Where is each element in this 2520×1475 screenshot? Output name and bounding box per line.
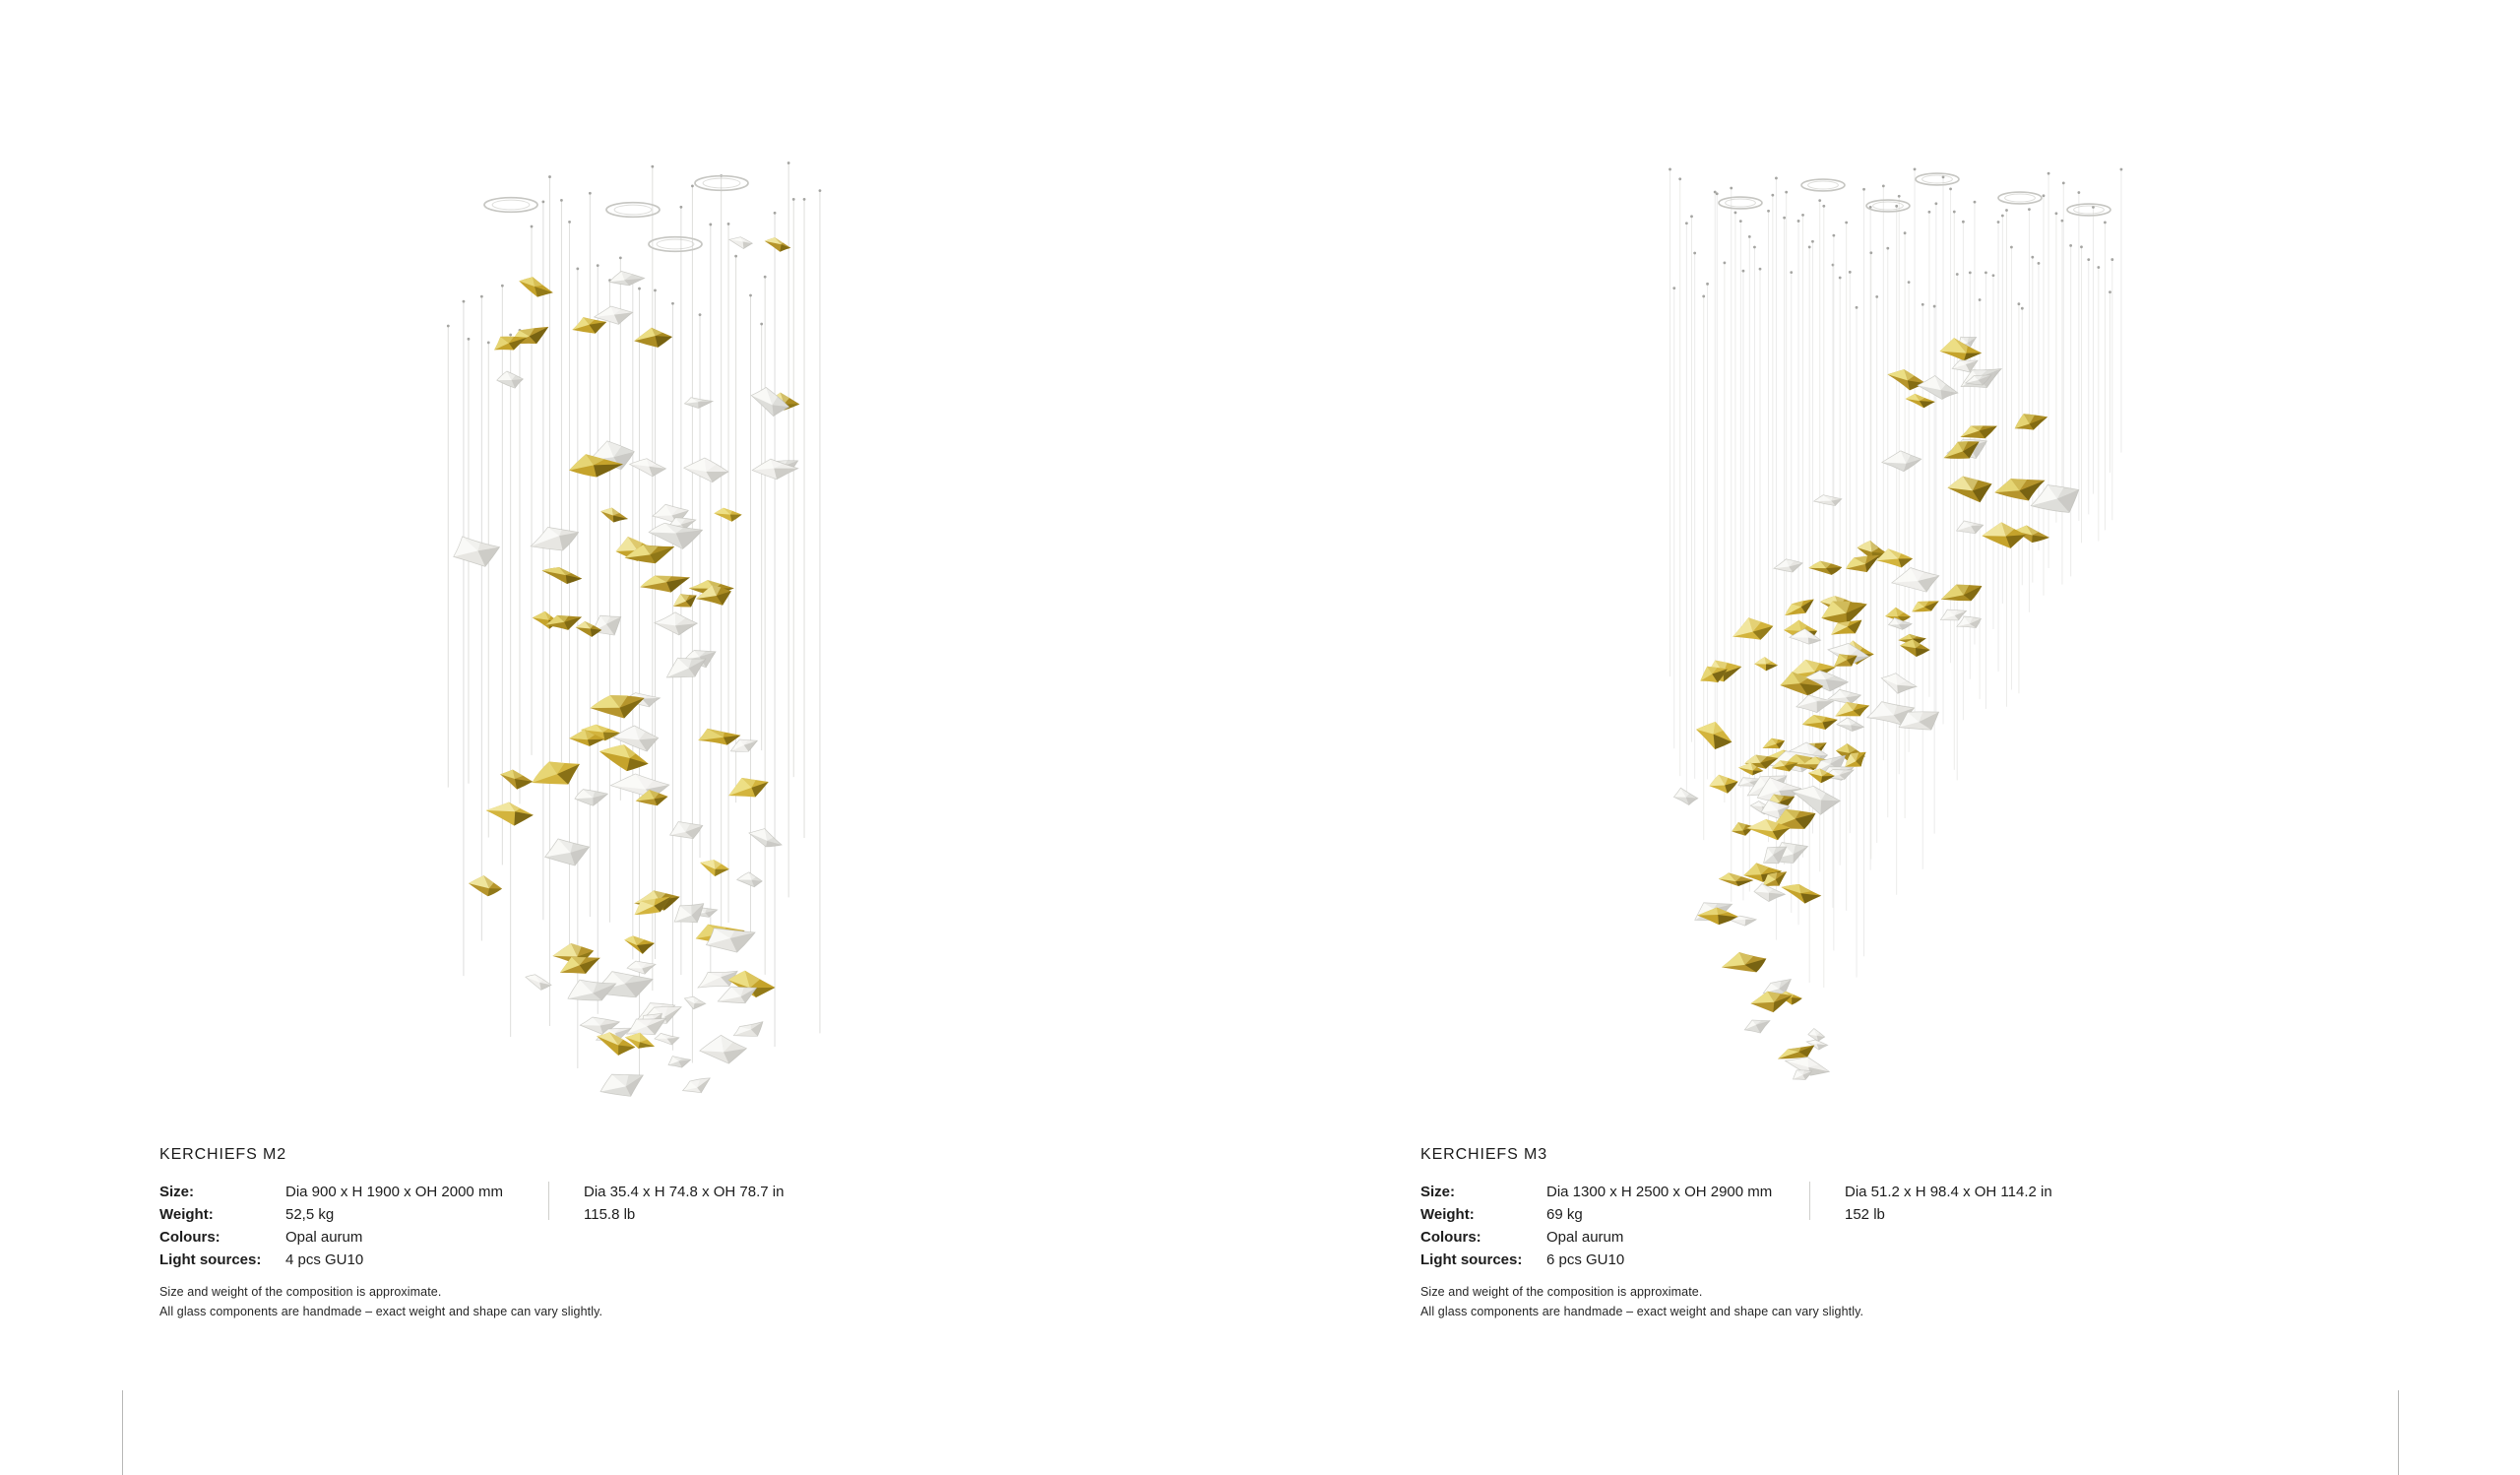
product-title: KERCHIEFS M2 bbox=[159, 1146, 287, 1163]
wire-anchor-dot bbox=[1678, 177, 1681, 180]
opal-glass-kerchief bbox=[1813, 493, 1843, 508]
wire-anchor-dot bbox=[531, 225, 534, 228]
opal-glass-kerchief bbox=[575, 789, 608, 805]
wire-anchor-dot bbox=[1904, 231, 1907, 234]
opal-glass-kerchief bbox=[1836, 716, 1865, 735]
wire-anchor-dot bbox=[2010, 246, 2013, 249]
wire-anchor-dot bbox=[1949, 187, 1952, 190]
next-page-left-edge bbox=[122, 1390, 123, 1475]
spec-value-weight-imperial: 152 lb bbox=[1845, 1206, 1885, 1223]
wire-anchor-dot bbox=[2080, 245, 2083, 248]
gold-glass-kerchief bbox=[1720, 947, 1769, 980]
opal-glass-kerchief bbox=[698, 1032, 747, 1066]
wire-anchor-dot bbox=[2021, 307, 2024, 310]
gu10-light-ring-inner bbox=[614, 205, 652, 215]
gold-glass-kerchief bbox=[467, 873, 503, 898]
spec-value-light-sources: 6 pcs GU10 bbox=[1546, 1251, 1625, 1268]
wire-anchor-dot bbox=[1785, 191, 1788, 194]
gold-glass-kerchief bbox=[1947, 476, 1992, 503]
gold-glass-kerchief bbox=[598, 504, 630, 527]
wire-anchor-dot bbox=[2005, 209, 2008, 212]
wire-anchor-dot bbox=[764, 276, 767, 279]
wire-anchor-dot bbox=[2028, 208, 2031, 211]
gold-glass-kerchief bbox=[697, 726, 741, 748]
wire-anchor-dot bbox=[480, 295, 483, 298]
wire-anchor-dot bbox=[1783, 217, 1786, 220]
wire-anchor-dot bbox=[1753, 246, 1756, 249]
gold-glass-kerchief bbox=[726, 774, 771, 802]
opal-glass-kerchief bbox=[653, 609, 698, 638]
wire-anchor-dot bbox=[2038, 262, 2041, 265]
wire-anchor-dot bbox=[2120, 168, 2123, 171]
opal-glass-kerchief bbox=[1753, 883, 1786, 903]
wire-anchor-dot bbox=[1771, 194, 1774, 197]
spec-row-light-sources bbox=[1420, 1251, 1624, 1268]
opal-glass-kerchief bbox=[1878, 670, 1919, 699]
gold-glass-kerchief bbox=[671, 591, 699, 609]
opal-glass-kerchief bbox=[1891, 566, 1940, 594]
wire-anchor-dot bbox=[1969, 271, 1972, 274]
wire-anchor-dot bbox=[2001, 215, 2004, 218]
wire-anchor-dot bbox=[727, 223, 730, 225]
gold-glass-kerchief bbox=[1808, 560, 1842, 575]
wire-anchor-dot bbox=[1706, 283, 1709, 286]
wire-anchor-dot bbox=[1908, 281, 1911, 284]
spec-row-size bbox=[1420, 1184, 1772, 1200]
wire-anchor-dot bbox=[1928, 211, 1931, 214]
wire-anchor-dot bbox=[1869, 251, 1872, 254]
wire-anchor-dot bbox=[638, 288, 641, 290]
opal-glass-kerchief bbox=[627, 961, 656, 975]
wire-anchor-dot bbox=[1730, 187, 1732, 190]
wire-anchor-dot bbox=[709, 224, 712, 226]
wire-anchor-dot bbox=[2043, 194, 2046, 197]
spec-label-weight: Weight: bbox=[1420, 1206, 1475, 1223]
wire-anchor-dot bbox=[487, 341, 490, 344]
wire-anchor-dot bbox=[1962, 221, 1965, 224]
opal-glass-kerchief bbox=[589, 610, 625, 641]
wire-anchor-dot bbox=[541, 200, 544, 203]
product-title: KERCHIEFS M3 bbox=[1420, 1146, 1548, 1163]
gu10-light-ring-inner bbox=[1922, 175, 1953, 183]
spec-row-colours bbox=[1420, 1229, 1623, 1246]
gu10-light-ring-inner bbox=[657, 239, 694, 249]
wire-anchor-dot bbox=[463, 300, 466, 303]
spec-label-light-sources: Light sources: bbox=[159, 1251, 262, 1268]
spec-row-size bbox=[159, 1184, 503, 1200]
opal-glass-kerchief bbox=[453, 535, 501, 568]
wire-anchor-dot bbox=[2018, 302, 2021, 305]
wire-anchor-dot bbox=[654, 289, 657, 291]
spec-value-size-imperial: Dia 51.2 x H 98.4 x OH 114.2 in bbox=[1845, 1184, 2052, 1200]
wire-anchor-dot bbox=[1734, 211, 1737, 214]
wire-anchor-dot bbox=[788, 161, 790, 164]
wire-anchor-dot bbox=[1790, 271, 1793, 274]
wire-anchor-dot bbox=[2055, 212, 2058, 215]
opal-glass-kerchief bbox=[682, 994, 707, 1012]
wire-anchor-dot bbox=[619, 256, 622, 259]
gold-glass-kerchief bbox=[622, 934, 655, 956]
wire-anchor-dot bbox=[774, 212, 777, 215]
wire-anchor-dot bbox=[1933, 305, 1936, 308]
opal-glass-kerchief bbox=[529, 523, 581, 554]
spec-row-light-sources bbox=[159, 1251, 363, 1268]
unit-column-divider bbox=[548, 1182, 549, 1220]
gold-glass-kerchief bbox=[1692, 716, 1736, 753]
wire-anchor-dot bbox=[1818, 199, 1821, 202]
spec-label-weight: Weight: bbox=[159, 1206, 214, 1223]
wire-anchor-dot bbox=[819, 189, 822, 192]
wire-anchor-dot bbox=[671, 302, 674, 305]
wire-anchor-dot bbox=[2110, 258, 2113, 261]
wire-anchor-dot bbox=[509, 334, 512, 337]
opal-glass-kerchief bbox=[1743, 1016, 1773, 1036]
opal-glass-kerchief bbox=[684, 398, 713, 409]
gu10-light-ring-inner bbox=[2074, 206, 2105, 214]
kerchiefs-m3-rendering bbox=[1669, 167, 2122, 1082]
wire-anchor-dot bbox=[792, 198, 795, 201]
opal-glass-kerchief bbox=[523, 972, 552, 993]
wire-anchor-dot bbox=[679, 206, 682, 209]
spec-value-weight-metric: 52,5 kg bbox=[285, 1206, 335, 1223]
opal-glass-kerchief bbox=[1796, 694, 1834, 714]
footnote-handmade: All glass components are handmade – exact weight and shape can vary slightly. bbox=[159, 1305, 603, 1318]
wire-anchor-dot bbox=[1811, 240, 1814, 243]
spec-value-size-metric: Dia 1300 x H 2500 x OH 2900 mm bbox=[1546, 1184, 1773, 1200]
wire-anchor-dot bbox=[2087, 258, 2090, 261]
wire-anchor-dot bbox=[1832, 234, 1835, 237]
wire-anchor-dot bbox=[2109, 290, 2111, 293]
gold-glass-kerchief bbox=[1732, 615, 1774, 641]
spec-value-colours: Opal aurum bbox=[1546, 1229, 1624, 1246]
opal-glass-kerchief bbox=[543, 836, 591, 867]
wire-anchor-dot bbox=[1992, 274, 1995, 277]
wire-anchor-dot bbox=[1739, 220, 1742, 223]
footnote-approximate: Size and weight of the composition is approximate. bbox=[1420, 1285, 1703, 1299]
wire-anchor-dot bbox=[1775, 177, 1778, 180]
spec-label-colours: Colours: bbox=[159, 1229, 220, 1246]
spec-value-size-metric: Dia 900 x H 1900 x OH 2000 mm bbox=[285, 1184, 503, 1200]
wire-anchor-dot bbox=[1984, 271, 1987, 274]
wire-anchor-dot bbox=[1898, 195, 1901, 198]
spec-label-size: Size: bbox=[1420, 1184, 1456, 1200]
spec-label-colours: Colours: bbox=[1420, 1229, 1481, 1246]
wire-anchor-dot bbox=[749, 294, 752, 297]
wire-anchor-dot bbox=[2031, 256, 2034, 259]
wire-anchor-dot bbox=[1979, 298, 1982, 301]
gold-glass-kerchief bbox=[1885, 365, 1928, 394]
spec-value-colours: Opal aurum bbox=[285, 1229, 363, 1246]
gold-glass-kerchief bbox=[530, 758, 582, 789]
wire-anchor-dot bbox=[1934, 202, 1937, 205]
wire-anchor-dot bbox=[560, 199, 563, 202]
opal-glass-kerchief bbox=[667, 1055, 691, 1068]
wire-anchor-dot bbox=[699, 313, 702, 316]
wire-anchor-dot bbox=[760, 323, 763, 326]
wire-anchor-dot bbox=[589, 192, 592, 195]
wire-anchor-dot bbox=[1716, 192, 1719, 195]
wire-anchor-dot bbox=[2097, 266, 2100, 269]
spec-row-weight bbox=[1420, 1206, 1583, 1223]
next-page-right-edge bbox=[2398, 1390, 2399, 1475]
wire-anchor-dot bbox=[1690, 215, 1693, 218]
wire-anchor-dot bbox=[734, 255, 737, 258]
wire-anchor-dot bbox=[1801, 214, 1804, 217]
footnote-approximate: Size and weight of the composition is approximate. bbox=[159, 1285, 442, 1299]
wire-anchor-dot bbox=[1767, 210, 1770, 213]
wire-anchor-dot bbox=[1845, 222, 1848, 224]
spec-row-colours bbox=[159, 1229, 362, 1246]
spec-value-weight-imperial: 115.8 lb bbox=[584, 1206, 636, 1223]
spec-value-light-sources: 4 pcs GU10 bbox=[285, 1251, 364, 1268]
wire-anchor-dot bbox=[1797, 220, 1800, 223]
opal-glass-kerchief bbox=[649, 523, 703, 549]
wire-anchor-dot bbox=[501, 285, 504, 288]
gold-glass-kerchief bbox=[1761, 736, 1786, 751]
spec-label-light-sources: Light sources: bbox=[1420, 1251, 1523, 1268]
opal-glass-kerchief bbox=[609, 271, 645, 286]
gu10-light-ring-inner bbox=[492, 200, 530, 210]
wire-anchor-dot bbox=[651, 165, 654, 168]
product-section-kerchiefs-m2 bbox=[159, 1146, 947, 1363]
wire-anchor-dot bbox=[1822, 205, 1825, 208]
opal-glass-kerchief bbox=[680, 1074, 714, 1098]
wire-anchor-dot bbox=[1914, 167, 1917, 170]
wire-anchor-dot bbox=[2048, 172, 2050, 175]
opal-glass-kerchief bbox=[682, 454, 730, 485]
wire-anchor-dot bbox=[1839, 277, 1842, 280]
wire-anchor-dot bbox=[2062, 181, 2065, 184]
wire-anchor-dot bbox=[548, 175, 551, 178]
wire-anchor-dot bbox=[468, 338, 471, 341]
spec-value-size-imperial: Dia 35.4 x H 74.8 x OH 78.7 in bbox=[584, 1184, 785, 1200]
wire-anchor-dot bbox=[1724, 261, 1727, 264]
wire-anchor-dot bbox=[1953, 211, 1956, 214]
footnote-handmade: All glass components are handmade – exact weight and shape can vary slightly. bbox=[1420, 1305, 1864, 1318]
gold-glass-kerchief bbox=[497, 766, 534, 793]
wire-anchor-dot bbox=[1702, 295, 1705, 298]
wire-anchor-dot bbox=[1882, 184, 1885, 187]
opal-glass-kerchief bbox=[655, 1033, 680, 1046]
wire-anchor-dot bbox=[1849, 271, 1852, 274]
wire-anchor-dot bbox=[2077, 191, 2080, 194]
opal-glass-kerchief bbox=[727, 234, 753, 251]
opal-glass-kerchief bbox=[668, 817, 705, 842]
product-section-kerchiefs-m3 bbox=[1420, 1146, 2208, 1363]
wire-anchor-dot bbox=[1693, 252, 1696, 255]
wire-anchor-dot bbox=[1808, 246, 1811, 249]
gold-glass-kerchief bbox=[1779, 879, 1822, 909]
wire-anchor-dot bbox=[1672, 287, 1675, 289]
wire-anchor-dot bbox=[1886, 247, 1889, 250]
wire-anchor-dot bbox=[1974, 201, 1977, 204]
gu10-light-ring-inner bbox=[2005, 194, 2036, 202]
gold-glass-kerchief bbox=[763, 234, 792, 254]
gold-glass-kerchief bbox=[714, 507, 743, 523]
gold-glass-kerchief bbox=[1753, 656, 1779, 673]
gold-glass-kerchief bbox=[484, 799, 535, 828]
wire-anchor-dot bbox=[1862, 188, 1865, 191]
wire-anchor-dot bbox=[597, 264, 599, 267]
gold-glass-kerchief bbox=[640, 574, 691, 593]
spec-label-size: Size: bbox=[159, 1184, 195, 1200]
opal-glass-kerchief bbox=[1881, 448, 1922, 474]
spec-value-weight-metric: 69 kg bbox=[1546, 1206, 1583, 1223]
wire-anchor-dot bbox=[1759, 268, 1762, 271]
gold-glass-kerchief bbox=[1708, 773, 1738, 795]
wire-anchor-dot bbox=[1875, 295, 1878, 298]
opal-glass-kerchief bbox=[746, 824, 785, 852]
wire-anchor-dot bbox=[2069, 244, 2072, 247]
gold-glass-kerchief bbox=[1939, 582, 1984, 605]
wire-anchor-dot bbox=[2104, 221, 2107, 224]
wire-anchor-dot bbox=[1685, 222, 1688, 224]
kerchiefs-m2-rendering bbox=[447, 161, 821, 1103]
unit-column-divider bbox=[1809, 1182, 1810, 1220]
opal-glass-kerchief bbox=[731, 1019, 766, 1043]
wire-anchor-dot bbox=[1856, 306, 1858, 309]
opal-glass-kerchief bbox=[628, 455, 667, 479]
opal-glass-kerchief bbox=[736, 870, 763, 888]
gold-glass-kerchief bbox=[697, 856, 730, 880]
gu10-light-ring-inner bbox=[1808, 181, 1839, 189]
wire-anchor-dot bbox=[568, 221, 571, 224]
wire-anchor-dot bbox=[691, 185, 694, 188]
wire-anchor-dot bbox=[1922, 303, 1924, 306]
spec-row-weight bbox=[159, 1206, 334, 1223]
gold-glass-kerchief bbox=[2011, 408, 2049, 435]
wire-anchor-dot bbox=[1742, 270, 1745, 273]
gu10-light-ring-inner bbox=[1726, 199, 1756, 207]
wire-anchor-dot bbox=[1956, 273, 1959, 276]
wire-anchor-dot bbox=[1997, 221, 2000, 224]
wire-anchor-dot bbox=[576, 268, 579, 271]
opal-glass-kerchief bbox=[1672, 787, 1699, 806]
wire-anchor-dot bbox=[803, 198, 806, 201]
wire-anchor-dot bbox=[1895, 205, 1898, 208]
wire-anchor-dot bbox=[1669, 168, 1671, 171]
wire-anchor-dot bbox=[1748, 235, 1751, 238]
wire-anchor-dot bbox=[447, 325, 450, 328]
